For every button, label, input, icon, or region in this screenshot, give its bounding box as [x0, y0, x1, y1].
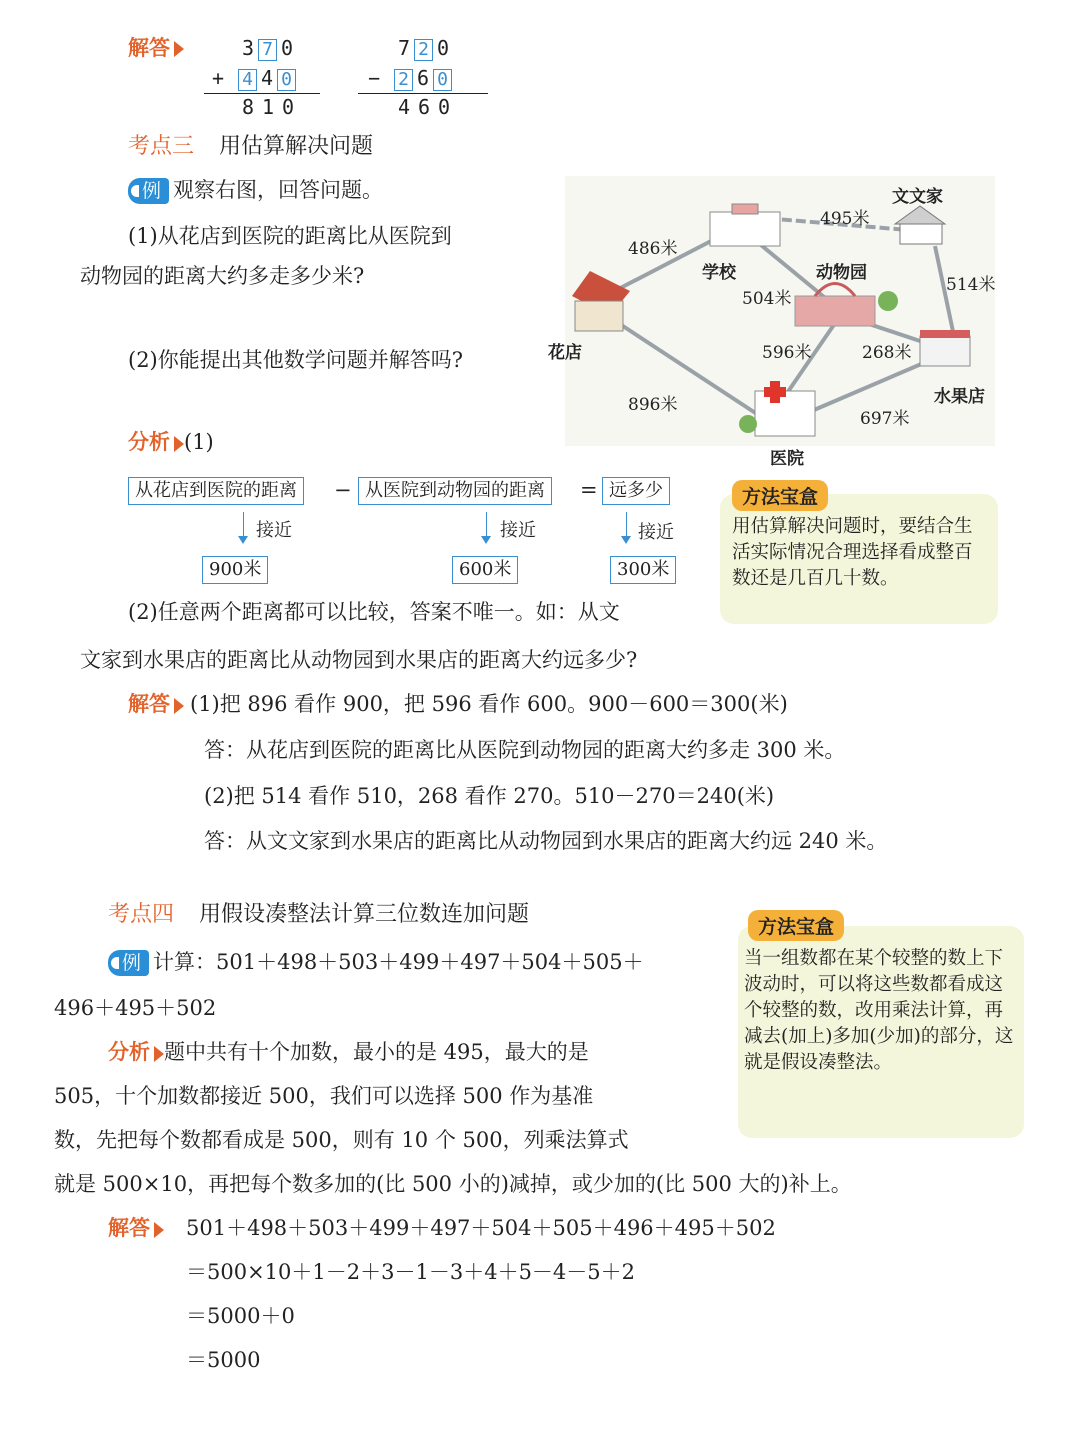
zoo-wall — [795, 296, 875, 326]
triangle-icon — [154, 1222, 164, 1238]
section4-analysis-line1: 分析 题中共有十个加数，最小的是 495，最大的是 — [108, 1040, 589, 1064]
question1-line2: 动物园的距离大约多走多少米? — [80, 264, 365, 288]
label-zoo: 动物园 — [816, 263, 867, 283]
method-tip-box-1 — [720, 486, 998, 624]
analysis-2-line2: 文家到水果店的距离比从动物园到水果店的距离大约远多少? — [80, 648, 638, 672]
section4-analysis-line4: 就是 500×10，再把每个数多加的(比 500 小的)减掉，或少加的(比 500 大的)补上。 — [54, 1172, 852, 1196]
dist-flower-school: 486米 — [628, 239, 678, 259]
approx-label-2: 接近 — [500, 520, 536, 541]
answer-2-conclusion: 答：从文文家到水果店的距离比从动物园到水果店的距离大约远 240 米。 — [204, 829, 888, 853]
triangle-icon — [174, 698, 184, 714]
dist-flower-hospital: 896米 — [628, 395, 678, 415]
analysis-2-line1: (2)任意两个距离都可以比较，答案不唯一。如：从文 — [128, 600, 620, 624]
vertical-calc-b-row2: − 2 6 0 — [364, 66, 452, 91]
question1-line1: (1)从花店到医院的距离比从医院到 — [128, 224, 452, 248]
section4-label: 考点四 — [108, 902, 175, 927]
fruit-shop — [920, 330, 970, 366]
triangle-icon — [154, 1046, 164, 1062]
vertical-calc-a-result: 8 1 0 — [241, 95, 295, 119]
label-wenjia: 文文家 — [892, 187, 943, 207]
vertical-calc-a-row1: 3 7 0 — [241, 36, 294, 60]
diagram-box-result: 远多少 — [602, 477, 670, 505]
section4-calc-line2: ＝500×10＋1－2＋3－1－3＋4＋5－4－5＋2 — [186, 1260, 636, 1284]
diagram-box-flower-hospital: 从花店到医院的距离 — [128, 477, 304, 505]
section4-analysis-line3: 数，先把每个数都看成是 500，则有 10 个 500，列乘法算式 — [54, 1128, 629, 1152]
method-tip-box-2 — [738, 916, 1024, 1138]
tip-title-2: 方法宝盒 — [748, 910, 844, 941]
hospital-body — [755, 391, 815, 436]
section3-heading — [128, 134, 373, 160]
arrow-down-icon — [243, 512, 244, 542]
school-roof — [732, 204, 758, 214]
section4-calc-line4: ＝5000 — [186, 1348, 261, 1372]
dist-zoo-fruit: 268米 — [862, 343, 912, 363]
dist-school-wenjia: 495米 — [820, 209, 870, 229]
fruit-body — [920, 336, 970, 366]
hospital-tree — [739, 415, 757, 433]
dist-zoo-hospital: 596米 — [762, 343, 812, 363]
triangle-icon — [174, 41, 184, 57]
calc-a-line — [204, 93, 320, 94]
approx-label-3: 接近 — [638, 522, 674, 543]
section3-title: 用估算解决问题 — [219, 134, 374, 159]
vertical-calc-b-row1: 7 2 0 — [397, 36, 450, 60]
label-hospital: 医院 — [770, 449, 804, 469]
arrow-down-icon — [486, 512, 487, 542]
tip-title-1: 方法宝盒 — [732, 480, 828, 511]
section4-heading — [108, 902, 529, 928]
hospital-cross-h — [764, 387, 786, 397]
tip-text-2: 当一组数都在某个较整的数上下波动时，可以将这些数都看成这个较整的数，改用乘法计算，再减去(加上)多加(少加)的部分，这就是假设凑整法。 — [744, 948, 1014, 1073]
example-badge: 例 — [108, 950, 149, 976]
example-badge: 例 — [128, 178, 169, 204]
analysis-1-heading: 分析 (1) — [128, 430, 214, 454]
route-map — [560, 176, 1000, 466]
value-box-600: 600米 — [452, 556, 518, 584]
tip-text-1: 用估算解决问题时，要结合生活实际情况合理选择看成整百数还是几百几十数。 — [732, 516, 973, 589]
zoo-tree — [878, 291, 898, 311]
diagram-equals: = — [580, 478, 598, 502]
section3-example: 例 观察右图，回答问题。 — [128, 178, 383, 204]
diagram-box-hospital-zoo: 从医院到动物园的距离 — [358, 477, 552, 505]
section4-example-line2: 496＋495＋502 — [54, 996, 217, 1020]
vertical-calc-b-result: 4 6 0 — [397, 95, 451, 119]
school-body — [710, 212, 780, 246]
diagram-minus: − — [334, 478, 352, 502]
calc-b-line — [358, 93, 488, 94]
approx-label-1: 接近 — [256, 520, 292, 541]
section4-title: 用假设凑整法计算三位数连加问题 — [199, 902, 530, 927]
answer-1-line: 解答 (1)把 896 看作 900，把 596 看作 600。900－600＝300(米) — [128, 692, 788, 716]
section4-analysis-line2: 505，十个加数都接近 500，我们可以选择 500 作为基准 — [54, 1084, 594, 1108]
value-box-900: 900米 — [202, 556, 268, 584]
question2: (2)你能提出其他数学问题并解答吗? — [128, 348, 464, 372]
dist-school-zoo: 504米 — [742, 289, 792, 309]
label-flower: 花店 — [548, 343, 582, 363]
dist-hospital-fruit: 697米 — [860, 409, 910, 429]
flower-body — [575, 301, 623, 331]
label-fruit: 水果店 — [934, 387, 985, 407]
answer-2-line: (2)把 514 看作 510，268 看作 270。510－270＝240(米) — [204, 784, 775, 808]
section4-example-line1: 例 计算：501＋498＋503＋499＋497＋504＋505＋ — [108, 950, 644, 976]
triangle-icon — [174, 436, 184, 452]
dist-wenjia-fruit: 514米 — [946, 275, 996, 295]
arrow-down-icon — [626, 512, 627, 542]
answer-1-conclusion: 答：从花店到医院的距离比从医院到动物园的距离大约多走 300 米。 — [204, 738, 846, 762]
section3-label: 考点三 — [128, 134, 195, 159]
fruit-awning — [920, 330, 970, 338]
answer-label-top: 解答 — [128, 36, 184, 61]
vertical-calc-a-row2: + 4 4 0 — [208, 66, 296, 91]
section4-calc-line3: ＝5000＋0 — [186, 1304, 295, 1328]
section4-answer-line1: 解答 501＋498＋503＋499＋497＋504＋505＋496＋495＋502 — [108, 1216, 776, 1240]
label-school: 学校 — [702, 263, 736, 283]
value-box-300: 300米 — [610, 556, 676, 584]
wenjia-body — [900, 224, 942, 244]
